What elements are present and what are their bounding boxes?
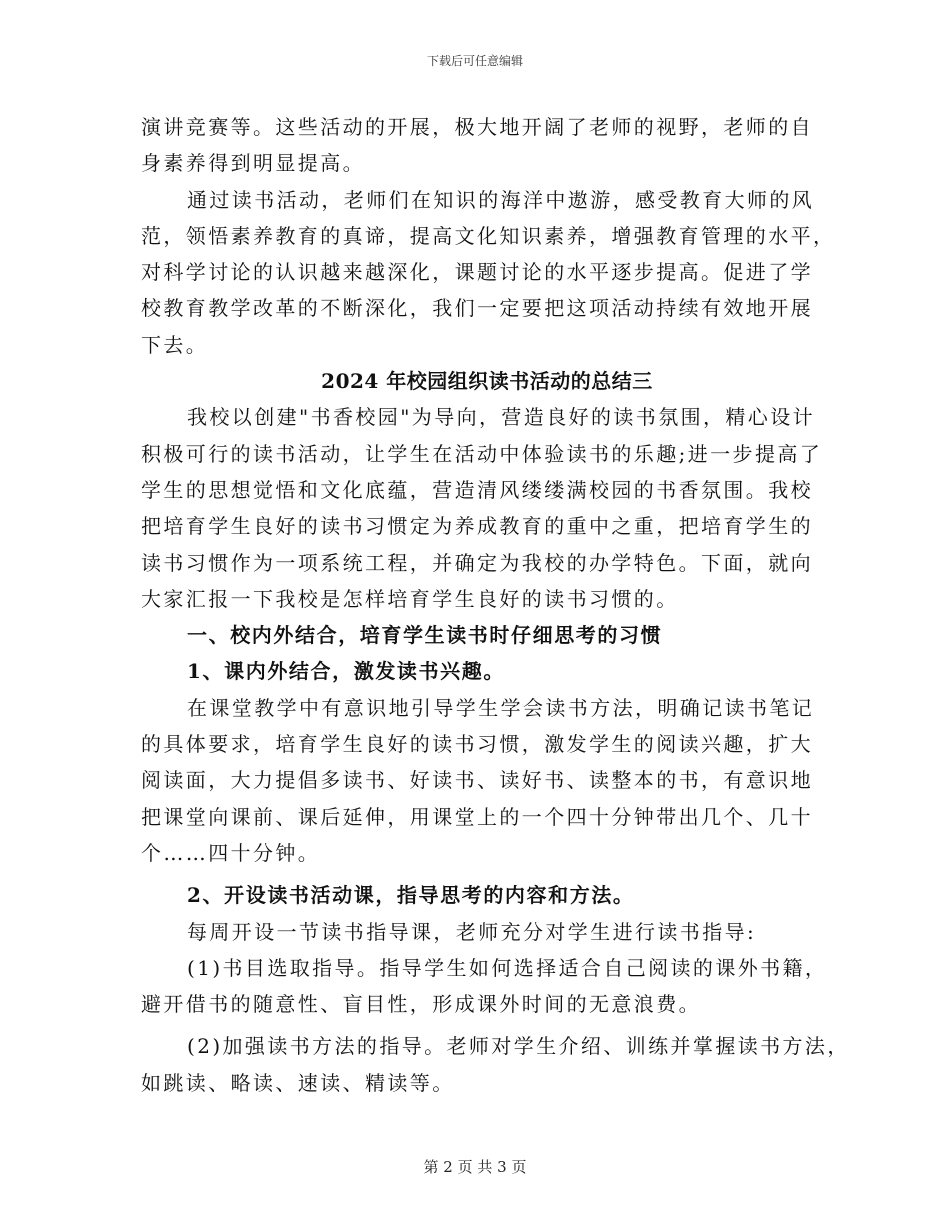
paragraph-line: 大家汇报一下我校是怎样培育学生良好的读书习惯的。 bbox=[141, 586, 679, 611]
section-heading: 一、校内外结合，培育学生读书时仔细思考的习惯 bbox=[187, 623, 663, 648]
paragraph-line: 的具体要求，培育学生良好的读书习惯，激发学生的阅读兴趣，扩大 bbox=[141, 732, 813, 757]
paragraph-line: 读书习惯作为一项系统工程，并确定为我校的办学特色。下面，就向 bbox=[141, 550, 813, 575]
paragraph-line: 范，领悟素养教育的真谛，提高文化知识素养，增强教育管理的水平， bbox=[141, 223, 836, 248]
subsection-heading: 1、课内外结合，激发读书兴趣。 bbox=[187, 659, 505, 684]
paragraph-line: 对科学讨论的认识越来越深化，课题讨论的水平逐步提高。促进了学 bbox=[141, 260, 813, 285]
section-title: 2024 年校园组织读书活动的总结三 bbox=[321, 369, 653, 394]
paragraph-line: 积极可行的读书活动，让学生在活动中体验读书的乐趣;进一步提高了 bbox=[141, 441, 823, 466]
subsection-heading: 2、开设读书活动课，指导思考的内容和方法。 bbox=[187, 883, 635, 908]
paragraph-line: (2)加强读书方法的指导。老师对学生介绍、训练并掌握读书方法， bbox=[187, 1034, 850, 1059]
paragraph-line: 个……四十分钟。 bbox=[141, 840, 321, 865]
paragraph-line: 下去。 bbox=[141, 332, 209, 357]
paragraph-line: 如跳读、略读、速读、精读等。 bbox=[141, 1070, 455, 1095]
paragraph-line: (1)书目选取指导。指导学生如何选择适合自己阅读的课外书籍， bbox=[187, 955, 828, 980]
paragraph-line: 身素养得到明显提高。 bbox=[141, 151, 365, 176]
paragraph-line: 把课堂向课前、课后延伸，用课堂上的一个四十分钟带出几个、几十 bbox=[141, 804, 813, 829]
paragraph-line: 阅读面，大力提倡多读书、好读书、读好书、读整本的书，有意识地 bbox=[141, 768, 813, 793]
paragraph-line: 演讲竞赛等。这些活动的开展，极大地开阔了老师的视野，老师的自 bbox=[141, 115, 813, 139]
paragraph-line: 我校以创建"书香校园"为导向，营造良好的读书氛围，精心设计 bbox=[187, 405, 815, 430]
paragraph-line: 学生的思想觉悟和文化底蕴，营造清风缕缕满校园的书香氛围。我校 bbox=[141, 477, 813, 502]
page-number: 第 2 页 共 3 页 bbox=[423, 1158, 527, 1176]
paragraph-line: 校教育教学改革的不断深化，我们一定要把这项活动持续有效地开展 bbox=[141, 296, 813, 321]
page-header bbox=[0, 52, 950, 69]
header-note: 下载后可任意编辑 bbox=[426, 54, 523, 68]
paragraph-line: 在课堂教学中有意识地引导学生学会读书方法，明确记读书笔记 bbox=[187, 695, 815, 720]
paragraph-line: 避开借书的随意性、盲目性，形成课外时间的无意浪费。 bbox=[141, 992, 701, 1017]
document-body bbox=[141, 109, 850, 1101]
paragraph-line: 通过读书活动，老师们在知识的海洋中遨游，感受教育大师的风 bbox=[187, 187, 815, 212]
paragraph-line: 把培育学生良好的读书习惯定为养成教育的重中之重，把培育学生的 bbox=[141, 514, 813, 539]
page-footer bbox=[0, 1156, 950, 1177]
paragraph-line: 每周开设一节读书指导课，老师充分对学生进行读书指导: bbox=[187, 919, 757, 944]
